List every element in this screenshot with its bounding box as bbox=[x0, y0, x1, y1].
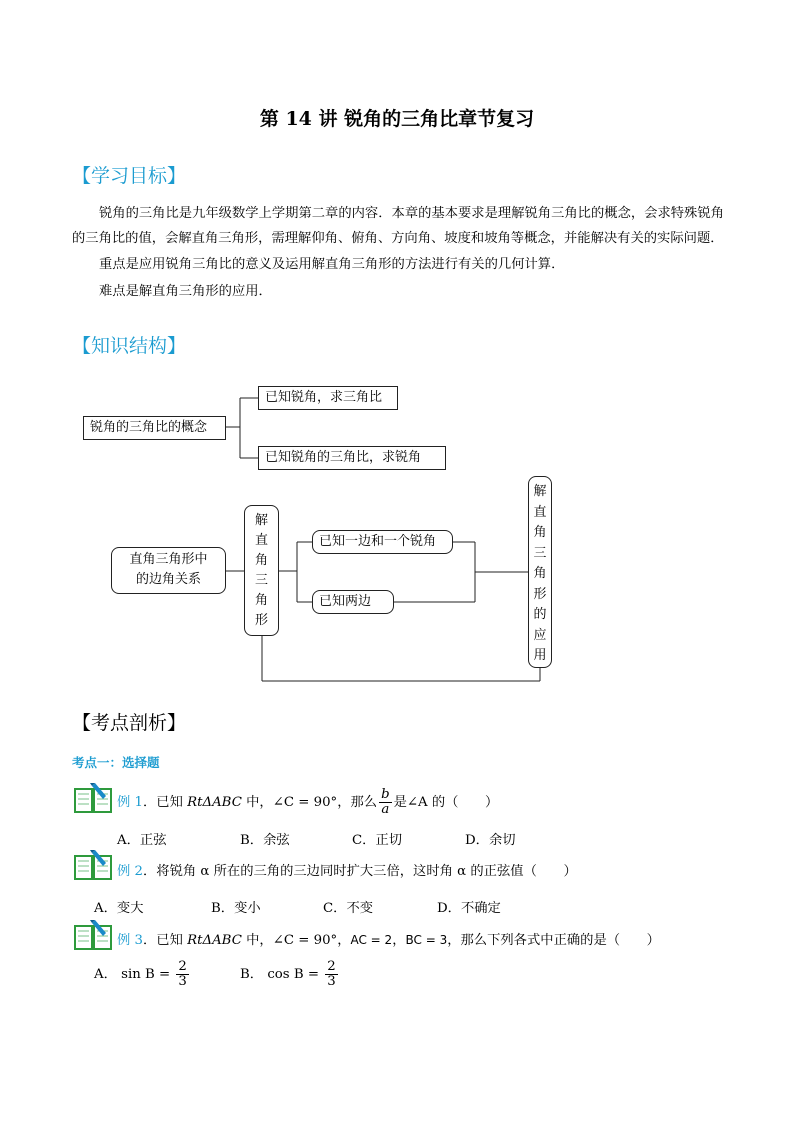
fraction bbox=[176, 960, 188, 989]
example-1 bbox=[117, 788, 498, 817]
vertical-char: 三 bbox=[533, 545, 547, 561]
solve-right-triangle-box bbox=[244, 505, 279, 636]
fraction bbox=[325, 960, 337, 989]
math-condition: ∠C = 90° bbox=[272, 795, 338, 810]
vertical-char: 三 bbox=[254, 573, 268, 588]
vertical-char: 角 bbox=[533, 566, 547, 581]
math-rt: Rt bbox=[187, 933, 203, 948]
example-text: ， bbox=[337, 933, 351, 948]
math-bc: BC = 3 bbox=[405, 933, 448, 947]
math-rt: Rt bbox=[187, 795, 203, 810]
side-angle-relation-box bbox=[111, 547, 226, 594]
example-3 bbox=[117, 929, 660, 948]
option: A．正弦 bbox=[117, 833, 167, 848]
option: B．余弦 bbox=[240, 833, 290, 848]
application-box bbox=[528, 476, 552, 668]
relation-line: 的边角关系 bbox=[135, 572, 201, 587]
example-text: ，那么下列各式中正确的是（ ） bbox=[447, 933, 660, 948]
option: D．不确定 bbox=[437, 901, 501, 916]
example-label: 例 2 bbox=[117, 864, 143, 879]
vertical-char: 解 bbox=[533, 484, 547, 499]
option-func: sin B = bbox=[121, 967, 175, 982]
topic-heading: 考点一：选择题 bbox=[72, 755, 160, 770]
book-pen-icon bbox=[73, 848, 113, 882]
fraction bbox=[379, 788, 392, 817]
option: A．变大 bbox=[94, 901, 144, 916]
example-text: 是∠A 的（ ） bbox=[393, 795, 499, 810]
option-func: cos B = bbox=[267, 967, 324, 982]
math-ac: AC = 2 bbox=[350, 933, 393, 947]
known-ratio-box: 已知锐角的三角比，求锐角 bbox=[258, 446, 446, 470]
vertical-char: 直 bbox=[533, 504, 547, 520]
option bbox=[240, 960, 340, 989]
option-letter: B． bbox=[240, 967, 264, 982]
example-label: 例 3 bbox=[117, 933, 143, 948]
page-title: 第 14 讲 锐角的三角比章节复习 bbox=[259, 108, 535, 130]
option bbox=[94, 960, 191, 989]
vertical-char: 形 bbox=[254, 613, 268, 628]
math-condition: ∠C = 90° bbox=[272, 933, 338, 948]
math-triangle: ΔABC bbox=[202, 933, 242, 948]
example-text: 中， bbox=[241, 795, 273, 810]
example-2 bbox=[117, 860, 577, 879]
example-text: ．已知 bbox=[142, 795, 188, 810]
concept-box: 锐角的三角比的概念 bbox=[83, 416, 226, 440]
vertical-char: 用 bbox=[533, 648, 547, 663]
example-label: 例 1 bbox=[117, 795, 143, 810]
example-text: ．将锐角 α 所在的三角的三边同时扩大三倍，这时角 α 的正弦值（ ） bbox=[142, 864, 577, 879]
goals-paragraph: 锐角的三角比是九年级数学上学期第二章的内容．本章的基本要求是理解锐角三角比的概念，会求特殊锐角的三角比的值，会解直角三角形，需理解仰角、俯角、方向角、坡度和坡角等概念，并能解决有关的实际问题． bbox=[72, 206, 724, 246]
example-text: ，那么 bbox=[337, 795, 378, 810]
math-triangle: ΔABC bbox=[202, 795, 242, 810]
fraction-numerator: b bbox=[381, 787, 390, 802]
book-pen-icon bbox=[73, 918, 113, 952]
two-sides-box: 已知两边 bbox=[312, 590, 394, 614]
vertical-char: 应 bbox=[533, 627, 547, 643]
section-heading-goals: 【学习目标】 bbox=[72, 165, 187, 187]
fraction-numerator: 2 bbox=[178, 959, 187, 974]
option-letter: A． bbox=[94, 967, 117, 982]
vertical-char: 角 bbox=[254, 593, 268, 608]
known-angle-box: 已知锐角，求三角比 bbox=[258, 386, 398, 410]
vertical-char: 角 bbox=[533, 525, 547, 540]
goals-paragraph: 重点是应用锐角三角比的意义及运用解直角三角形的方法进行有关的几何计算． bbox=[99, 257, 565, 272]
example-text: 中， bbox=[241, 933, 273, 948]
fraction-denominator: 3 bbox=[327, 974, 336, 989]
fraction-denominator: 3 bbox=[178, 974, 187, 989]
option: C．不变 bbox=[323, 901, 374, 916]
relation-line: 直角三角形中 bbox=[129, 552, 208, 567]
section-heading-structure: 【知识结构】 bbox=[72, 335, 187, 357]
goals-paragraph: 难点是解直角三角形的应用． bbox=[99, 283, 272, 299]
book-pen-icon bbox=[73, 781, 113, 815]
option: D．余切 bbox=[465, 833, 516, 848]
vertical-char: 解 bbox=[254, 513, 268, 528]
vertical-char: 直 bbox=[254, 533, 268, 548]
fraction-numerator: 2 bbox=[327, 959, 336, 974]
example-text: ， bbox=[392, 933, 406, 948]
option: C．正切 bbox=[352, 833, 403, 848]
vertical-char: 的 bbox=[533, 607, 547, 622]
section-heading-analysis: 【考点剖析】 bbox=[72, 712, 187, 734]
option: B．变小 bbox=[211, 901, 261, 916]
example-text: ．已知 bbox=[142, 933, 188, 948]
fraction-denominator: a bbox=[381, 802, 390, 817]
side-and-angle-box: 已知一边和一个锐角 bbox=[312, 530, 453, 554]
vertical-char: 角 bbox=[254, 553, 268, 568]
vertical-char: 形 bbox=[533, 586, 547, 602]
